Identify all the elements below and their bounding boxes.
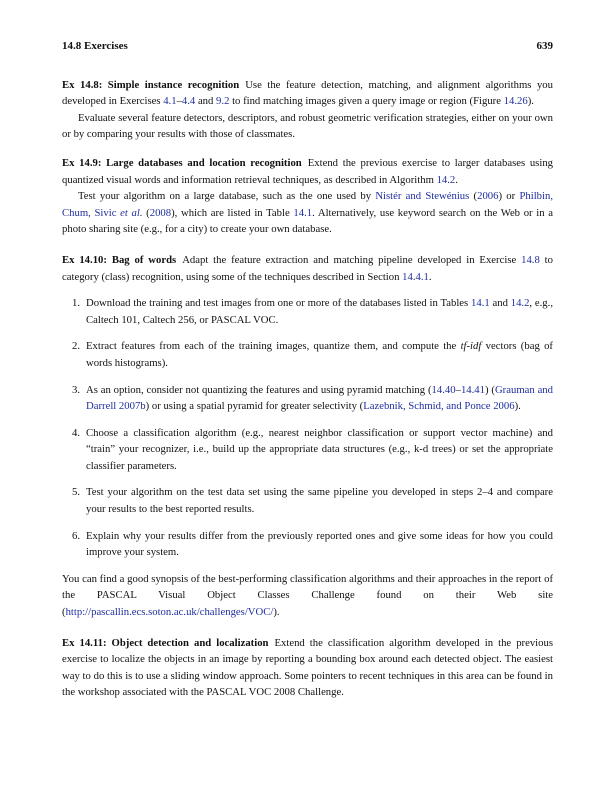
page	[62, 38, 553, 701]
list-item: 5. Test your algorithm on the test data set using the same pipeline you developed in steps 2–4 and compare your results to the best reported results.	[71, 486, 553, 516]
exercise-14-9-intro: Ex 14.9: Large databases and location recognition Extend the previous exercise to larger databases using quantized visual words and information retrieval techniques, as described in Algorithm 14.2.	[62, 156, 554, 186]
citation-year-link[interactable]: 2008	[149, 206, 172, 219]
exercise-14-10-paragraph: You can find a good synopsis of the best-performing classification algorithms and their approaches in the report of the PASCAL Visual Object Classes Challenge found on their Web site (http://pascallin.ecs.soton.ac.uk/challenges/VOC/).	[62, 572, 553, 619]
exercise-14-8-intro: Ex 14.8: Simple instance recognition Use the feature detection, matching, and alignment algorithms you developed in Exercises 4.1–4.4 and 9.2 to find matching images given a query image or region (Figure 14.26).	[62, 78, 553, 108]
section-link[interactable]: 14.4.1	[402, 270, 429, 283]
algorithm-link[interactable]: 14.2	[436, 173, 456, 186]
list-item: 3. As an option, consider not quantizing the features and using pyramid matching (14.40–14.41) (Grauman and Darrell 2007b) or using a spatial pyramid for greater selectivity (Lazebnik, Schmid, and Ponce 2006).	[71, 383, 553, 413]
exercise-title: Ex 14.9: Large databases and location recognition	[62, 156, 302, 169]
exercise-link[interactable]: 14.8	[521, 253, 540, 266]
list-item: 2. Extract features from each of the training images, quantize them, and compute the tf-idf vectors (bag of words histograms).	[71, 340, 553, 369]
figure-link[interactable]: 14.26	[503, 95, 528, 108]
page-number: 639	[536, 40, 553, 52]
url-link[interactable]: http://pascallin.ecs.soton.ac.uk/challenges/VOC/	[65, 606, 274, 619]
citation-link[interactable]: Grauman and Darrell 2007b	[86, 383, 553, 413]
exercise-14-11-intro: Ex 14.11: Object detection and localization Extend the classification algorithm developed in the previous exercise to localize the objects in an image by reporting a bounding box around each detected object. The easiest way to do this is to use a sliding window approach. Some pointers to recent techniques in this area can be found in the workshop associated with the PASCAL VOC 2008 Challenge.	[62, 636, 553, 699]
table-link[interactable]: 14.2	[510, 297, 530, 310]
table-link[interactable]: 14.1	[293, 206, 313, 219]
citation-year-link[interactable]: 2006	[477, 190, 499, 203]
exercise-title: Ex 14.8: Simple instance recognition	[62, 78, 240, 91]
exercise-link[interactable]: 9.2	[216, 95, 230, 108]
citation-link[interactable]: Lazebnik, Schmid, and Ponce 2006	[363, 400, 515, 413]
list-item: 6. Explain why your results differ from the previously reported ones and give some ideas for how you could improve your system.	[71, 529, 553, 559]
running-header	[62, 38, 553, 55]
table-link[interactable]: 14.1	[471, 297, 490, 310]
citation-link[interactable]: Philbin, Chum, Sivic et al.	[62, 190, 554, 219]
equation-link[interactable]: 14.41	[460, 383, 485, 396]
list-item: 1. Download the training and test images from one or more of the databases listed in Tables 14.1 and 14.2, e.g., Caltech 101, Caltech 256, or PASCAL VOC.	[71, 297, 553, 326]
exercise-link[interactable]: 4.4	[181, 95, 196, 108]
list-item: 4. Choose a classification algorithm (e.g., nearest neighbor classification or support vector machine) and “train” your recognizer, i.e., build up the appropriate data structures (e.g., k-d trees) or set the appropriate classifier parameters.	[71, 426, 553, 472]
exercise-14-9-paragraph: Test your algorithm on a large database, such as the one used by Nistér and Stewénius (2006) or Philbin, Chum, Sivic et al. (2008), which are listed in Table 14.1. Alternatively, use keyword search on the Web or in a photo sharing site (e.g., for a city) to create your own database.	[62, 190, 554, 236]
exercise-link[interactable]: 4.1	[163, 95, 177, 108]
exercise-title: Ex 14.11: Object detection and localization	[62, 636, 269, 649]
exercise-14-10-intro: Ex 14.10: Bag of words Adapt the feature extraction and matching pipeline developed in Exercise 14.8 to category (class) recognition, using some of the techniques described in Section 14.4.1.	[62, 253, 553, 283]
section-title: 14.8 Exercises	[62, 40, 128, 52]
citation-link[interactable]: Nistér and Stewénius	[375, 190, 470, 203]
exercise-14-8-paragraph: Evaluate several feature detectors, descriptors, and robust geometric verification strategies, either on your own or by comparing your results with those of classmates.	[62, 111, 553, 141]
exercise-title: Ex 14.10: Bag of words	[62, 253, 177, 266]
equation-link[interactable]: 14.40	[431, 383, 456, 396]
exercise-steps-list	[62, 295, 553, 561]
